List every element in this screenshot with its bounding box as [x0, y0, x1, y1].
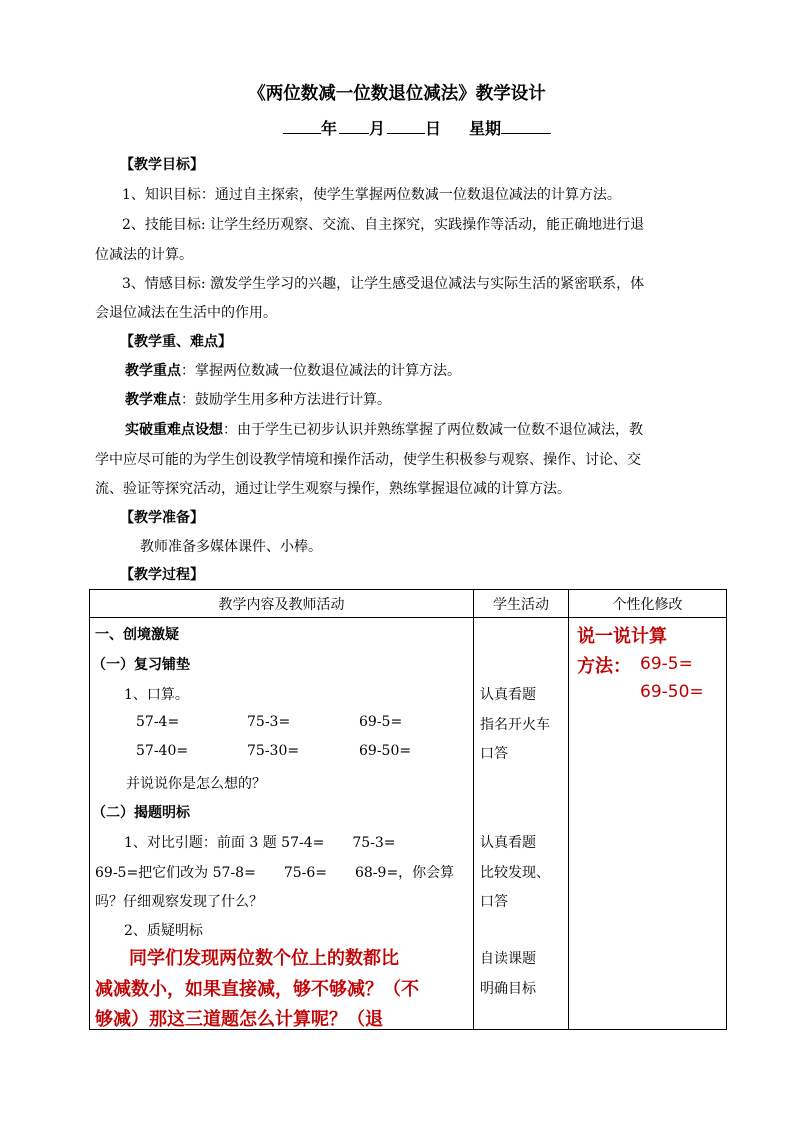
breakthrough-c: 流、验证等探究活动，通过让学生观察与操作，熟练掌握退位减的计算方法。 [95, 481, 571, 497]
red-note-b: 减减数小，如果直接减，够不够减？（不 [95, 979, 419, 1000]
student-2: 指名开火车 [480, 717, 550, 733]
question-item: 2、质疑明标 [124, 923, 203, 939]
diff-text: ：鼓励学生用多种方法进行计算。 [181, 392, 391, 408]
month-blank[interactable] [339, 116, 369, 134]
key-point [125, 356, 750, 386]
key-heading: 【教学重、难点】 [120, 334, 232, 350]
compare-a: 1、对比引题：前面 3 题 57-4= 75-3= [124, 835, 396, 851]
goal-3b: 会退位减法在生活中的作用。 [95, 305, 277, 321]
red-note-a: 同学们发现两位数个位上的数都比 [129, 948, 399, 969]
break-label: 实破重难点设想 [125, 422, 223, 438]
weekday-label: 星期 [469, 119, 502, 138]
oral-item: 1、口算。 [124, 687, 189, 703]
diff-label: 教学难点 [125, 392, 181, 408]
custom-b: 方法： [577, 656, 631, 677]
student-3: 口答 [480, 746, 508, 762]
process-table [89, 589, 727, 1030]
weekday-blank[interactable] [501, 116, 551, 134]
student-activity-cell [474, 618, 568, 1029]
month-label: 月 [369, 119, 386, 138]
goal-1: 1、知识目标：通过自主探索，使学生掌握两位数减一位数退位减法的计算方法。 [122, 187, 621, 203]
header-custom: 个性化修改 [569, 590, 727, 618]
goal-2b: 位减法的计算。 [95, 247, 193, 263]
custom-d: 69-50= [640, 682, 704, 702]
compare-c: 吗？仔细观察发现了什么？ [95, 894, 263, 910]
key-label: 教学重点 [125, 363, 181, 379]
day-label: 日 [425, 119, 442, 138]
process-heading: 【教学过程】 [120, 567, 204, 583]
breakthrough-b: 学中应尽可能的为学生创设教学情境和操作活动，使学生积极参与观察、操作、讨论、交 [95, 452, 641, 468]
calc-r1-2: 75-3= [247, 714, 291, 730]
breakthrough-a [125, 415, 725, 445]
student-8: 明确目标 [480, 981, 536, 997]
calc-r2-2: 75-30= [247, 743, 300, 759]
calc-r1-3: 69-5= [359, 714, 403, 730]
custom-a: 说一说计算 [577, 626, 667, 647]
student-6: 口答 [480, 894, 508, 910]
page-title: 《两位数减一位数退位减法》教学设计 [248, 84, 546, 104]
calc-r2-3: 69-50= [359, 743, 412, 759]
goal-2a: 2、技能目标: 让学生经历观察、交流、自主探究，实践操作等活动，能正确地进行退 [122, 217, 645, 233]
custom-edit-cell [569, 618, 726, 1029]
calc-r1-1: 57-4= [136, 714, 180, 730]
goal-3a: 3、情感目标: 激发学生学习的兴趣，让学生感受退位减法与实际生活的紧密联系，体 [122, 276, 645, 292]
header-student: 学生活动 [474, 590, 569, 618]
teacher-activity-cell [90, 618, 473, 1029]
goals-heading: 【教学目标】 [120, 157, 204, 173]
custom-c: 69-5= [640, 654, 693, 674]
prep-text: 教师准备多媒体课件、小棒。 [140, 539, 322, 555]
prep-heading: 【教学准备】 [120, 510, 204, 526]
student-1: 认真看题 [480, 687, 536, 703]
student-7: 自读课题 [480, 951, 536, 967]
compare-b: 69-5=把它们改为 57-8= 75-6= 68-9=，你会算 [95, 865, 455, 881]
section-1: 一、创境激疑 [95, 627, 179, 643]
year-blank[interactable] [283, 116, 321, 134]
calc-r2-1: 57-40= [136, 743, 189, 759]
student-4: 认真看题 [480, 835, 536, 851]
red-note-c: 够减）那这三道题怎么计算呢？（退 [95, 1009, 383, 1030]
break-text-a: ：由于学生已初步认识并熟练掌握了两位数减一位数不退位减法，教 [223, 422, 643, 438]
key-text: ：掌握两位数减一位数退位减法的计算方法。 [181, 363, 461, 379]
difficulty-point [125, 385, 750, 415]
section-1a: （一）复习铺垫 [92, 657, 190, 673]
student-5: 比较发现、 [480, 865, 550, 881]
date-line [283, 116, 551, 139]
header-teacher: 教学内容及教师活动 [90, 590, 474, 618]
year-label: 年 [321, 119, 338, 138]
section-1b: （二）揭题明标 [92, 805, 190, 821]
think-question: 并说说你是怎么想的？ [126, 776, 266, 792]
day-blank[interactable] [387, 116, 425, 134]
